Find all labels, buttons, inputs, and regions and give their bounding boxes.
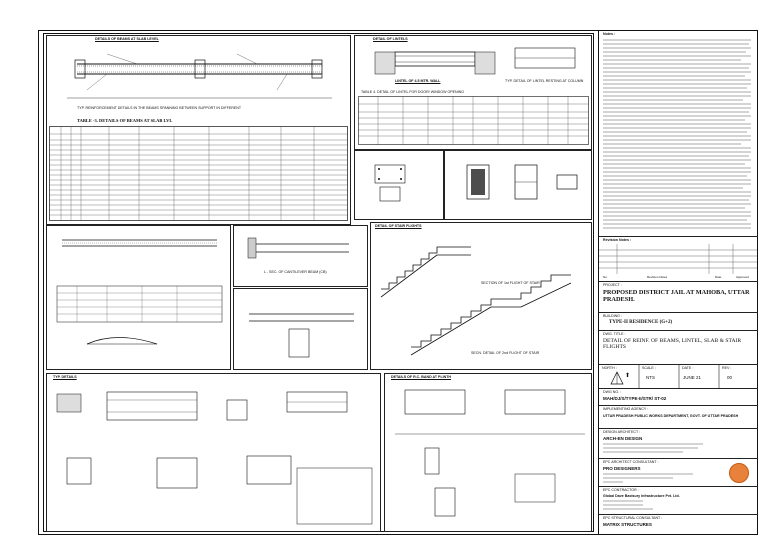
consultant-logo: [729, 463, 749, 483]
date-value: JUNE 21: [683, 375, 702, 380]
lintel-table-title: TABLE 4. DETAIL OF LINTEL FOR DOOR/ WINDOW OPENING: [361, 90, 465, 94]
stair-heading: DETAIL OF STAIR FLIGHTS: [375, 224, 422, 228]
revision-label: Revision Notes :: [603, 238, 632, 242]
building-label: BUILDING :: [603, 314, 622, 318]
scale-label: SCALE :: [642, 366, 656, 370]
lintel-section-drawing: [355, 151, 444, 220]
typ-reinforcement-note: TYP. REINFORCEMENT DETAILS IN THE BEAMS SPANNING BETWEEN SUPPORT IN DIFFERENT: [77, 106, 242, 110]
beam-section-panel: [233, 288, 368, 370]
contractor-label: EPC CONTRACTOR :: [603, 488, 639, 492]
rev-col-approved: Approved: [736, 275, 749, 279]
cantilever-beam-panel: [233, 225, 368, 287]
agency-label: IMPLEMENTING AGENCY :: [603, 407, 649, 411]
project-label: PROJECT :: [603, 283, 622, 287]
architect-section: [599, 428, 758, 429]
rev-col-date: Date: [715, 275, 722, 279]
cantilever-beam-drawing: [234, 226, 368, 287]
dwg-title-section: [599, 330, 758, 331]
typ-details-drawing: [47, 378, 381, 532]
stair-flights-panel: [370, 222, 592, 370]
rev-col-notes: Revision Notes: [647, 275, 668, 279]
architect-address-lines: [603, 442, 713, 456]
structural-name: MATRIX STRUCTURES: [603, 522, 652, 527]
building-name: TYPE-II RESIDENCE (G+2): [609, 320, 673, 325]
lintel-typ-caption: TYP. DETAIL OF LINTEL RESTING AT COLUMN: [505, 79, 584, 83]
lintel-heading: DETAIL OF LINTELS: [373, 37, 408, 41]
contractor-name: Global Dave Bastsury Infrastructure Pvt. Ltd.: [603, 494, 680, 498]
rc-band-heading: DETAILS OF R.C. BAND AT PLINTH: [391, 375, 452, 379]
lintel-section-panel: [354, 150, 444, 220]
agency-section: [599, 405, 758, 406]
stair-section-a: SECTION OF 1st FLIGHT OF STAIR: [481, 281, 540, 285]
date-label: DATE :: [682, 366, 694, 370]
title-block: [598, 30, 758, 535]
building-section: [599, 312, 758, 313]
window-elevation-drawing: [445, 151, 592, 220]
structural-section: [599, 514, 758, 515]
slab-reinforcement-panel: [46, 225, 231, 370]
rev-label: REV :: [722, 366, 732, 370]
notes-lines: [601, 38, 757, 238]
stair-section-b: SECN. DETAIL OF 2nd FLIGHT OF STAIR: [471, 351, 540, 355]
agency-name: UTTAR PRADESH PUBLIC WORKS DEPARTMENT, GOVT. OF UTTAR PRADESH: [603, 414, 739, 418]
dwg-no-value: MAH/DJ/S/TYPE-II/STR/ ST-02: [603, 396, 667, 401]
lintel-table-grid: [358, 96, 590, 146]
beam-section-drawing: [234, 289, 368, 370]
scale-value: NTS: [646, 375, 655, 380]
dwg-title-label: DWG. TITLE :: [603, 332, 626, 336]
cantilever-caption: L - SEC. OF CANTILEVER BEAM (CB): [264, 270, 327, 274]
consultant-address-lines: [603, 472, 713, 486]
contractor-section: [599, 486, 758, 487]
table3-grid: [49, 126, 349, 222]
rc-band-panel: [384, 373, 592, 532]
beam-slab-level-heading: DETAILS OF BEAMS AT SLAB LEVEL: [95, 37, 159, 41]
lintel-caption: LINTEL OF 4.5 MTR. WALL: [395, 79, 441, 83]
typ-details-panel: [46, 373, 381, 532]
north-arrow-icon: ⬆: [625, 373, 631, 379]
dwg-no-label: DWG NO. :: [603, 390, 622, 394]
consultant-section: [599, 458, 758, 459]
meta-grid: [599, 364, 757, 388]
slab-reinforcement-drawing: [47, 226, 231, 370]
rc-band-drawing: [385, 378, 592, 532]
window-elevation-panel: [444, 150, 592, 220]
revision-table: [599, 244, 757, 274]
architect-name: ARCH-EN DESIGN: [603, 436, 643, 441]
structural-label: EPC STRUCTURAL CONSULTANT :: [603, 516, 663, 520]
dwg-no-section: [599, 388, 758, 389]
table3-title: TABLE -3. DETAILS OF BEAMS AT SLAB LVL: [77, 118, 173, 123]
beam-elevation-drawing: [47, 42, 351, 112]
consultant-label: EPC ARCHITECT CONSULTANT :: [603, 460, 659, 464]
notes-label: Notes :: [603, 32, 616, 36]
rev-col-no: No.: [603, 275, 608, 279]
stair-drawing: [371, 227, 592, 370]
architect-label: DESIGN ARCHITECT :: [603, 430, 641, 434]
north-label: NORTH :: [602, 366, 617, 370]
dwg-title: DETAIL OF REINF. OF BEAMS, LINTEL, SLAB & STAIR FLIGHTS: [603, 338, 742, 351]
typ-details-heading: TYP. DETAILS: [53, 375, 77, 379]
consultant-name: PRO DESIGNERS: [603, 466, 641, 471]
project-section: [599, 281, 758, 282]
project-name: PROPOSED DISTRICT JAIL AT MAHOBA, UTTAR PRADESH.: [603, 289, 750, 303]
beam-slab-level-panel: [46, 35, 351, 225]
contractor-address-lines: [603, 499, 713, 513]
revision-section: [599, 236, 758, 237]
lintel-panel: [354, 35, 592, 150]
rev-value: 00: [727, 375, 733, 380]
